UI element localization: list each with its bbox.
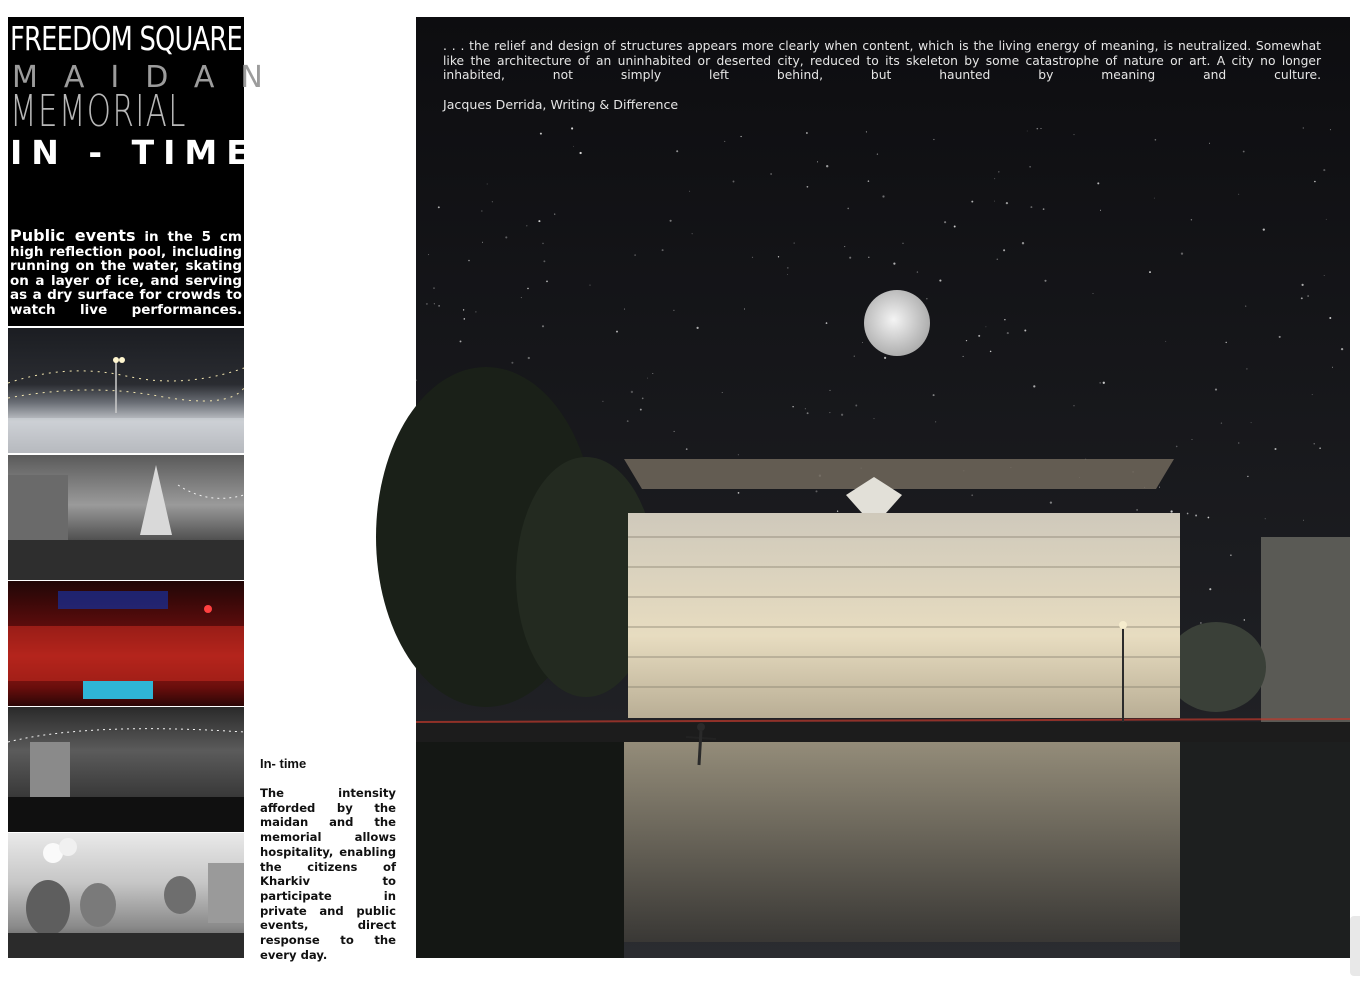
star [805,408,806,409]
star [438,206,440,208]
star [722,392,723,393]
star [1191,219,1192,220]
star [1103,382,1105,384]
ice-rink-illustration [8,328,244,453]
star [740,136,741,137]
star [673,310,674,311]
star [866,131,867,132]
star [1265,518,1266,519]
star [1003,249,1005,251]
star [676,150,678,152]
star [554,213,555,214]
star [874,418,875,419]
star [527,288,528,289]
star [573,146,574,147]
star [1303,127,1304,128]
star [787,274,788,275]
star [1050,501,1052,503]
star [724,141,725,142]
star [1247,476,1248,477]
star [815,490,817,492]
star [1246,368,1247,369]
star [841,414,843,416]
star [426,303,428,305]
photo-ice-skating-rink [8,328,244,453]
star [505,236,507,238]
star [1307,295,1309,297]
star [647,378,648,379]
star [1155,139,1157,141]
star [1263,228,1265,230]
star [1319,447,1321,449]
photo-christmas-market [8,455,244,580]
star [511,362,513,364]
star [944,221,946,223]
star [1170,510,1172,512]
star [1040,128,1041,129]
star [640,409,642,411]
star [1159,487,1160,488]
star [985,326,986,327]
star [792,406,793,407]
star [1165,341,1166,342]
star [793,242,794,243]
in-time-heading: In- time [260,756,307,771]
star [1238,194,1239,195]
star [1251,422,1252,423]
star [1274,448,1276,450]
star [540,133,542,135]
star [590,285,591,286]
star [817,161,818,162]
star [542,325,544,327]
star [579,152,581,154]
star [877,153,878,154]
star [689,191,690,192]
star [1208,517,1210,519]
star [538,220,540,222]
star [487,183,488,184]
star [744,309,745,310]
photo-street-festival [8,707,244,832]
star [696,327,698,329]
star [917,271,918,272]
star [1154,198,1155,199]
star [971,201,973,203]
star [978,335,980,337]
star [807,186,809,188]
star [933,394,935,396]
star [994,201,995,202]
star [1244,619,1245,620]
star [1324,275,1325,276]
star [882,195,884,197]
title-line-in-time: IN - TIME [10,133,258,172]
star [1043,208,1045,210]
star [1279,336,1281,338]
christmas-market-illustration [8,455,244,580]
star [692,233,693,234]
star [1004,319,1005,320]
star [631,391,633,393]
star [1221,422,1222,423]
star [807,412,809,414]
star [1097,182,1099,184]
star [543,260,545,262]
star [1022,242,1024,244]
star [998,171,999,172]
star [1024,330,1026,332]
night-render-image [416,17,1350,958]
star [481,211,482,212]
star [733,181,735,183]
star [1192,439,1193,440]
star [738,454,739,455]
public-events-lead: Public events [10,226,136,245]
star [849,257,851,259]
star [1230,554,1231,555]
star [1225,342,1226,343]
render-illustration [416,17,1350,958]
title-panel [8,17,289,326]
star [571,127,573,129]
star [855,405,857,407]
star [1044,280,1046,282]
star [752,257,753,258]
star [463,309,464,310]
star [893,263,895,265]
moon-icon [864,290,930,356]
star [935,421,936,422]
star [482,242,483,243]
star [1074,405,1075,406]
star [854,356,855,357]
photo-balloon-festival [8,833,244,958]
star [662,249,664,251]
star [933,139,934,140]
star [1100,210,1101,211]
star [1303,520,1304,521]
star [738,492,740,494]
star [1314,181,1316,183]
star [1187,513,1189,515]
title-line-maidan: MAIDAN [12,60,289,95]
star [1312,394,1313,395]
star [1176,446,1178,448]
star [1301,284,1303,286]
star [868,257,869,258]
star [1074,134,1075,135]
star [778,256,779,257]
star [460,340,462,342]
star [963,356,964,357]
star [847,208,849,210]
star [1209,588,1211,590]
star [1136,509,1138,511]
star [1341,348,1343,350]
star [528,357,530,359]
star [652,373,653,374]
star [868,180,870,182]
star [642,398,644,400]
star [994,178,995,179]
star [1195,515,1197,517]
star [464,318,466,320]
star [1215,389,1217,391]
star [1030,206,1032,208]
title-line-memorial: MEMORIAL [10,86,187,137]
star [770,173,772,175]
star [1029,166,1031,168]
star [787,267,789,269]
star [1238,442,1239,443]
star [1007,332,1009,334]
star [1149,271,1151,273]
concert-crowd-illustration [8,581,244,706]
street-festival-illustration [8,707,244,832]
star [1323,169,1325,171]
star [971,494,973,496]
star [1027,131,1028,132]
star [829,412,830,413]
star [1200,622,1201,623]
star [844,246,845,247]
star [1243,151,1245,153]
star [997,259,999,261]
star [990,351,992,353]
star [903,243,904,244]
star [686,448,688,450]
star [616,331,618,333]
derrida-quote: . . . the relief and design of structures appears more clearly when content, which is the living energy of meaning, is neutralized. Somewhat like the architecture of an uninhabited or deserted city, reduced to its skeleton by some catastrophe of nature or art. A city no longer inhabited, not simply left behind, but haunted by meaning and culture. [443,39,1321,83]
quote-author: Jacques Derrida, Writing & Difference [443,97,679,112]
star [415,380,417,382]
star [837,511,838,512]
page-edge-tab [1350,916,1360,976]
star [1093,293,1094,294]
star [468,260,470,262]
star [1100,382,1101,383]
star [1181,252,1183,254]
star [475,311,476,312]
star [428,254,429,255]
public-events-text [10,226,242,318]
star [1330,129,1331,130]
star [826,165,828,167]
star [926,298,927,299]
star [826,322,828,324]
star [806,132,808,134]
star [434,303,435,304]
star [433,287,435,289]
star [546,280,548,282]
star [1326,219,1327,220]
star [1245,306,1246,307]
star [674,431,675,432]
star [438,305,440,307]
star [627,420,629,422]
in-time-body: The intensity afforded by the maidan and the memorial allows hospitality, enabling the citizens of Kharkiv to participate in private and public events, direct response to the every day. [260,786,396,962]
star [1329,317,1331,319]
star [624,309,625,310]
balloon-festival-illustration [8,833,244,958]
star [1301,297,1303,299]
star [954,226,956,228]
star [1033,385,1035,387]
star [521,297,522,298]
star [1314,443,1315,444]
title-line-freedom-square: FREEDOM SQUARE [10,19,242,58]
public-events-body: in the 5 cm high reflection pool, including running on the water, skating on a layer of ice, and serving as a dry surface for crowds to watch live performances. [10,229,242,318]
star [966,340,967,341]
star [526,225,527,226]
star [884,357,886,359]
star [1209,143,1210,144]
star [602,401,603,402]
star [1006,202,1008,204]
star [542,243,544,245]
photo-concert-crowd [8,581,244,706]
star [939,280,941,282]
star [670,220,672,222]
star [830,390,831,391]
star [862,342,863,343]
star [634,254,635,255]
star [492,201,493,202]
star [1037,128,1039,130]
star [1332,367,1333,368]
